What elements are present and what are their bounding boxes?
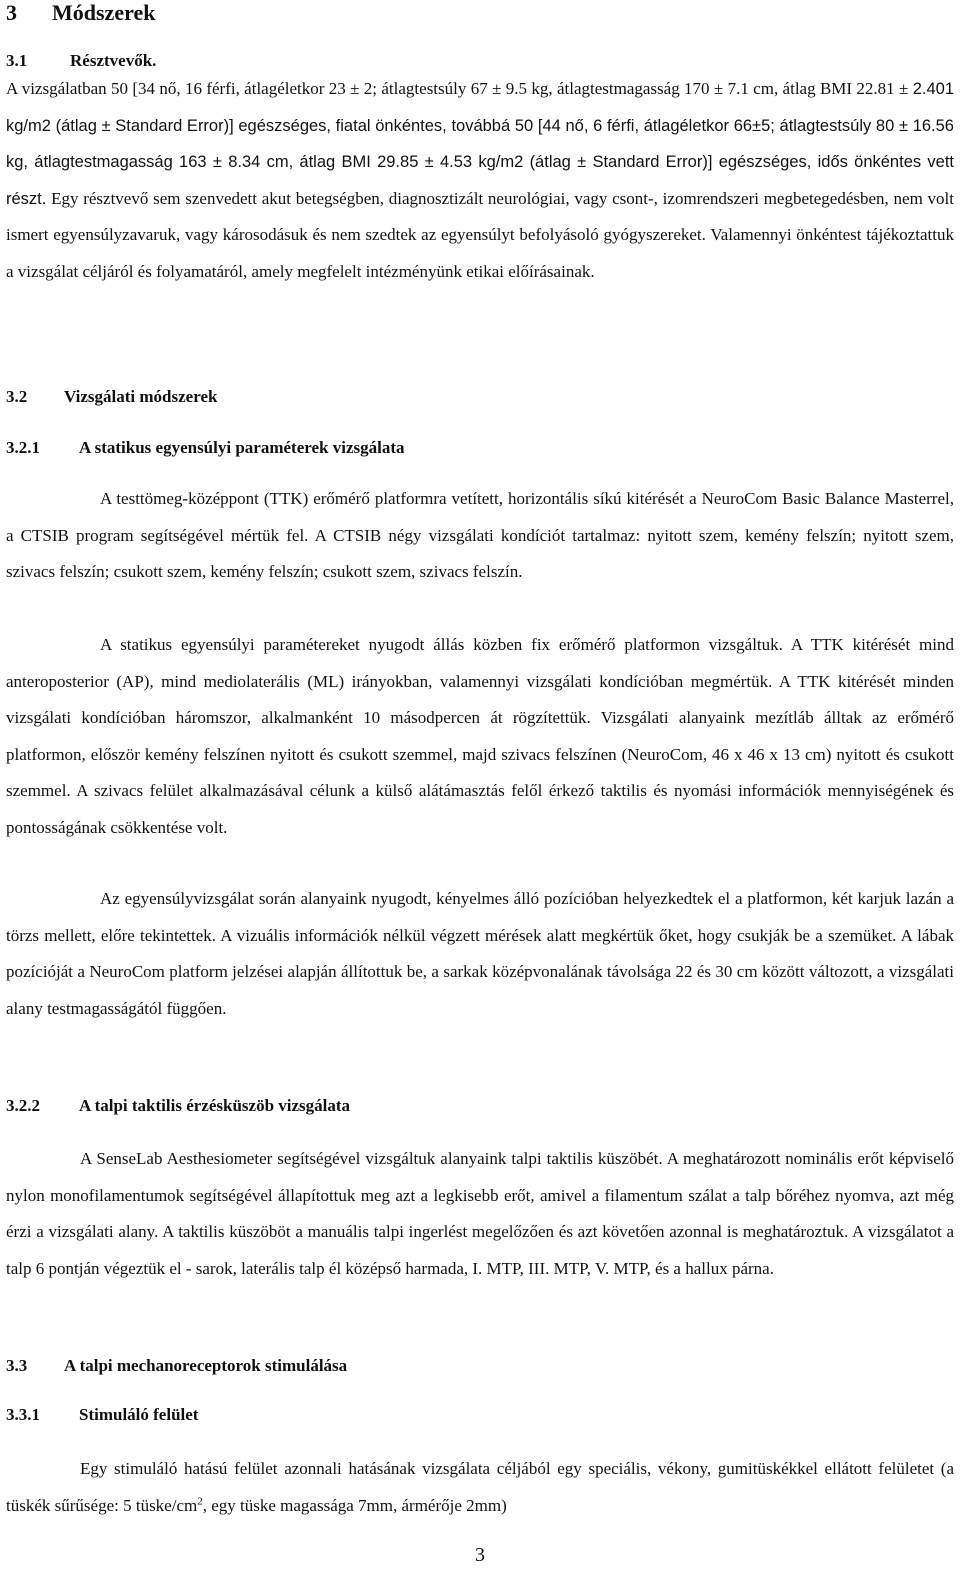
subsection-heading-3-2	[6, 386, 954, 408]
paragraph-text: Egy résztvevő sem szenvedett akut betegségben, diagnosztizált neurológiai, vagy csont-, izomrendszeri megbetegedésben, nem volt ismert egyensúlyzavaruk, vagy károsodásuk és nem szedtek az egyensúlyt befolyásoló gyógyszereket. Valamennyi önkéntest tájékoztattuk a vizsgálat céljáról és folyamatáról, amely megfelelt intézményünk etikai előírásainak.	[6, 188, 954, 281]
superscript: 2	[197, 1494, 203, 1507]
subsection-heading-3-3	[6, 1355, 954, 1377]
paragraph-text: , egy tüske magassága 7mm, ármérője 2mm)	[202, 1495, 507, 1515]
subsection-title: Stimuláló felület	[79, 1405, 199, 1424]
subsection-title: A talpi mechanoreceptorok stimulálása	[64, 1356, 348, 1375]
subsection-title: Vizsgálati módszerek	[64, 387, 218, 406]
paragraph-stimulating-surface	[6, 1451, 954, 1524]
subsection-heading-3-2-1	[6, 437, 954, 459]
subsection-heading-3-2-2	[6, 1095, 954, 1117]
section-number: 3	[6, 0, 17, 25]
page-number: 3	[475, 1544, 485, 1566]
section-heading	[6, 0, 954, 26]
subsection-heading-3-3-1	[6, 1404, 954, 1426]
section-title: Módszerek	[52, 0, 156, 25]
subsection-number: 3.2.1	[6, 438, 40, 457]
subsection-title: A talpi taktilis érzésküszöb vizsgálata	[79, 1096, 351, 1115]
paragraph-text: A vizsgálatban 50 [34 nő, 16 férfi, átlagéletkor 23 ± 2; átlagtestsúly 67 ± 9.5 kg, átlagtestmagasság 170 ± 7.1 cm, átlag BMI 22.81 ±	[6, 79, 913, 98]
paragraph-participants	[6, 71, 954, 290]
subsection-title: A statikus egyensúlyi paraméterek vizsgálata	[79, 438, 405, 457]
paragraph-balance-procedure: Az egyensúlyvizsgálat során alanyaink nyugodt, kényelmes álló pozícióban helyezkedtek el a platformon, két karjuk lazán a törzs mellett, előre tekintettek. A vizuális információk nélkül végzett mérések alatt megkértük őket, hogy csukják be a szemüket. A lábak pozícióját a NeuroCom platform jelzései alapján állítottuk be, a sarkak középvonalának távolsága 22 és 30 cm között változott, a vizsgálati alany testmagasságától függően.	[6, 889, 954, 1018]
paragraph-text-sans: 2.401 kg/m2 (átlag ± Standard Error)] egészséges, fiatal önkéntes, továbbá 50 [44 nő, 6 férfi, átlagéletkor 66±5; átlagtestsúly 80 ± 16.56 kg, átlagtestmagasság 163 ± 8.34 cm, átlag BMI 29.85 ± 4.53 kg/m2 (átlag ± Standard Error)] egészséges, idős önkéntes vett részt.	[6, 80, 954, 208]
paragraph-text: Egy stimuláló hatású felület azonnali hatásának vizsgálata céljából egy speciális, vékony, gumitüskékkel ellátott felületet (a tüskék sűrűsége: 5 tüske/cm	[6, 1459, 954, 1515]
subsection-heading-3-1	[6, 50, 954, 72]
subsection-number: 3.1	[6, 51, 28, 70]
subsection-number: 3.2.2	[6, 1096, 40, 1115]
subsection-number: 3.2	[6, 387, 28, 406]
subsection-number: 3.3.1	[6, 1405, 40, 1424]
paragraph-tactile-threshold: A SenseLab Aesthesiometer segítségével vizsgáltuk alanyaink talpi taktilis küszöbét. A meghatározott nominális erőt képviselő nylon monofilamentumok segítségével állapítottuk meg azt a legkisebb erőt, amivel a filamentum szálat a talp bőréhez nyomva, azt még érzi a vizsgálati alany. A taktilis küszöböt a manuális talpi ingerlést megelőzően és azt követően azonnal is meghatároztuk. A vizsgálatot a talp 6 pontján végeztük el - sarok, laterális talp él középső harmada, I. MTP, III. MTP, V. MTP, és a hallux párna.	[6, 1149, 954, 1278]
paragraph-static-balance-method: A statikus egyensúlyi paramétereket nyugodt állás közben fix erőmérő platformon vizsgáltuk. A TTK kitérését mind anteroposterior (AP), mind mediolaterális (ML) irányokban, valamennyi vizsgálati kondícióban megmértük. A TTK kitérését minden vizsgálati kondícióban háromszor, alkalmanként 10 másodpercen át rögzítettük. Vizsgálati alanyaink mezítláb álltak az erőmérő platformon, először kemény felszínen nyitott és csukott szemmel, majd szivacs felszínen (NeuroCom, 46 x 46 x 13 cm) nyitott és csukott szemmel. A szivacs felület alkalmazásával célunk a külső alátámasztás felől érkező taktilis és nyomási információk mennyiségének és pontosságának csökkentése volt.	[6, 635, 954, 837]
subsection-title: Résztvevők.	[70, 51, 157, 70]
subsection-number: 3.3	[6, 1356, 28, 1375]
paragraph-static-balance-intro: A testtömeg-középpont (TTK) erőmérő platformra vetített, horizontális síkú kitérését a NeuroCom Basic Balance Masterrel, a CTSIB program segítségével mértük fel. A CTSIB négy vizsgálati kondíciót tartalmaz: nyitott szem, kemény felszín; nyitott szem, szivacs felszín; csukott szem, kemény felszín; csukott szem, szivacs felszín.	[6, 489, 954, 581]
